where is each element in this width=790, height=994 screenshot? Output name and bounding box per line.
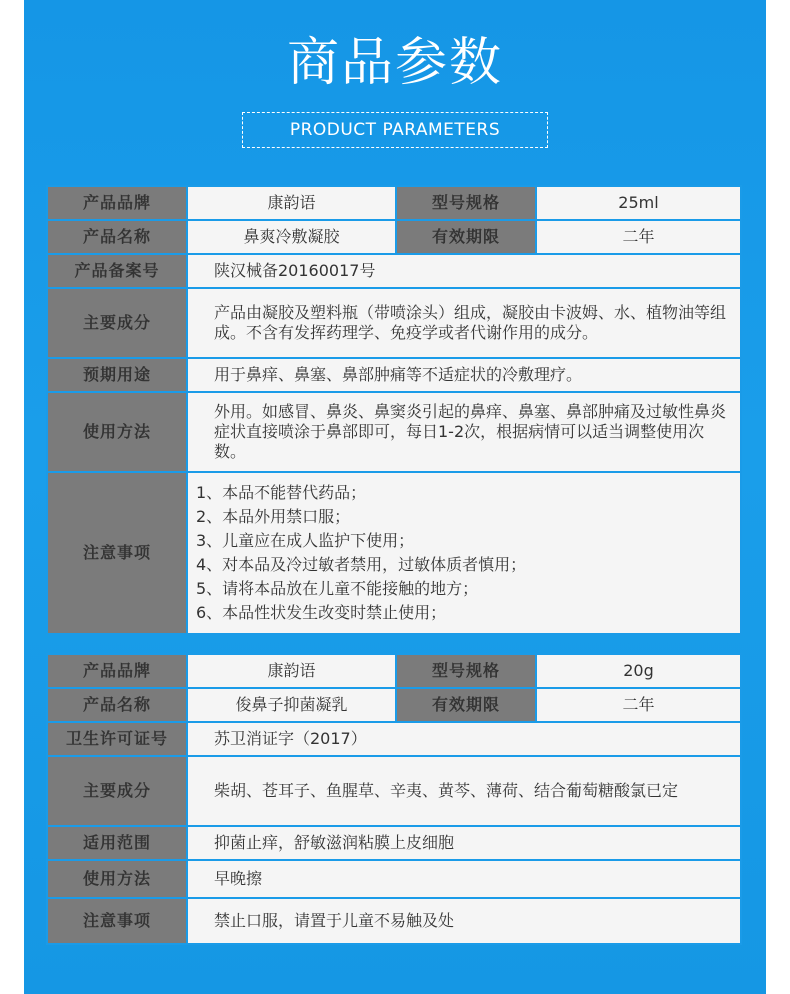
validity-label: 有效期限 xyxy=(396,220,536,254)
license-value: 苏卫消证字（2017） xyxy=(187,722,741,756)
method-label: 使用方法 xyxy=(47,860,187,898)
params-table-2 xyxy=(46,653,742,945)
spec-value: 20g xyxy=(536,654,741,688)
name-value: 鼻爽冷敷凝胶 xyxy=(187,220,396,254)
ingredients-value: 产品由凝胶及塑料瓶（带喷涂头）组成，凝胶由卡波姆、水、植物油等组成。不含有发挥药理学、免疫学或者代谢作用的成分。 xyxy=(187,288,741,358)
page-subtitle: PRODUCT PARAMETERS xyxy=(242,112,548,148)
ingredients-label: 主要成分 xyxy=(47,288,187,358)
method-label: 使用方法 xyxy=(47,392,187,472)
name-label: 产品名称 xyxy=(47,688,187,722)
use-label: 预期用途 xyxy=(47,358,187,392)
notes-label: 注意事项 xyxy=(47,472,187,634)
ingredients-value: 柴胡、苍耳子、鱼腥草、辛夷、黄芩、薄荷、结合葡萄糖酸氯已定 xyxy=(187,756,741,826)
table-row xyxy=(47,472,741,634)
table-row xyxy=(47,898,741,944)
method-value: 早晚擦 xyxy=(187,860,741,898)
list-item: 3、儿童应在成人监护下使用； xyxy=(196,531,415,550)
list-item: 5、请将本品放在儿童不能接触的地方； xyxy=(196,579,479,598)
use-value: 用于鼻痒、鼻塞、鼻部肿痛等不适症状的冷敷理疗。 xyxy=(187,358,741,392)
table-row xyxy=(47,288,741,358)
table-row xyxy=(47,654,741,688)
list-item: 1、本品不能替代药品； xyxy=(196,483,367,502)
brand-label: 产品品牌 xyxy=(47,654,187,688)
notes-label: 注意事项 xyxy=(47,898,187,944)
notes-value: 禁止口服，请置于儿童不易触及处 xyxy=(187,898,741,944)
validity-label: 有效期限 xyxy=(396,688,536,722)
license-label: 卫生许可证号 xyxy=(47,722,187,756)
spec-label: 型号规格 xyxy=(396,186,536,220)
table-row xyxy=(47,860,741,898)
spec-value: 25ml xyxy=(536,186,741,220)
table-row xyxy=(47,254,741,288)
list-item: 4、对本品及冷过敏者禁用，过敏体质者慎用； xyxy=(196,555,527,574)
name-label: 产品名称 xyxy=(47,220,187,254)
scope-value: 抑菌止痒，舒敏滋润粘膜上皮细胞 xyxy=(187,826,741,860)
table-row xyxy=(47,722,741,756)
name-value: 俊鼻子抑菌凝乳 xyxy=(187,688,396,722)
method-value: 外用。如感冒、鼻炎、鼻窦炎引起的鼻痒、鼻塞、鼻部肿痛及过敏性鼻炎症状直接喷涂于鼻部即可，每日1-2次，根据病情可以适当调整使用次数。 xyxy=(187,392,741,472)
ingredients-label: 主要成分 xyxy=(47,756,187,826)
brand-label: 产品品牌 xyxy=(47,186,187,220)
validity-value: 二年 xyxy=(536,220,741,254)
record-value: 陕汉械备20160017号 xyxy=(187,254,741,288)
brand-value: 康韵语 xyxy=(187,186,396,220)
brand-value: 康韵语 xyxy=(187,654,396,688)
validity-value: 二年 xyxy=(536,688,741,722)
table-row xyxy=(47,688,741,722)
table-row xyxy=(47,220,741,254)
table-row xyxy=(47,826,741,860)
table-row xyxy=(47,756,741,826)
list-item: 2、本品外用禁口服； xyxy=(196,507,351,526)
notes-value xyxy=(187,472,741,634)
table-row xyxy=(47,358,741,392)
record-label: 产品备案号 xyxy=(47,254,187,288)
scope-label: 适用范围 xyxy=(47,826,187,860)
list-item: 6、本品性状发生改变时禁止使用； xyxy=(196,603,447,622)
table-row xyxy=(47,186,741,220)
table-row xyxy=(47,392,741,472)
params-table-1 xyxy=(46,185,742,635)
background-panel xyxy=(24,0,766,994)
spec-label: 型号规格 xyxy=(396,654,536,688)
page-title: 商品参数 xyxy=(286,33,503,93)
